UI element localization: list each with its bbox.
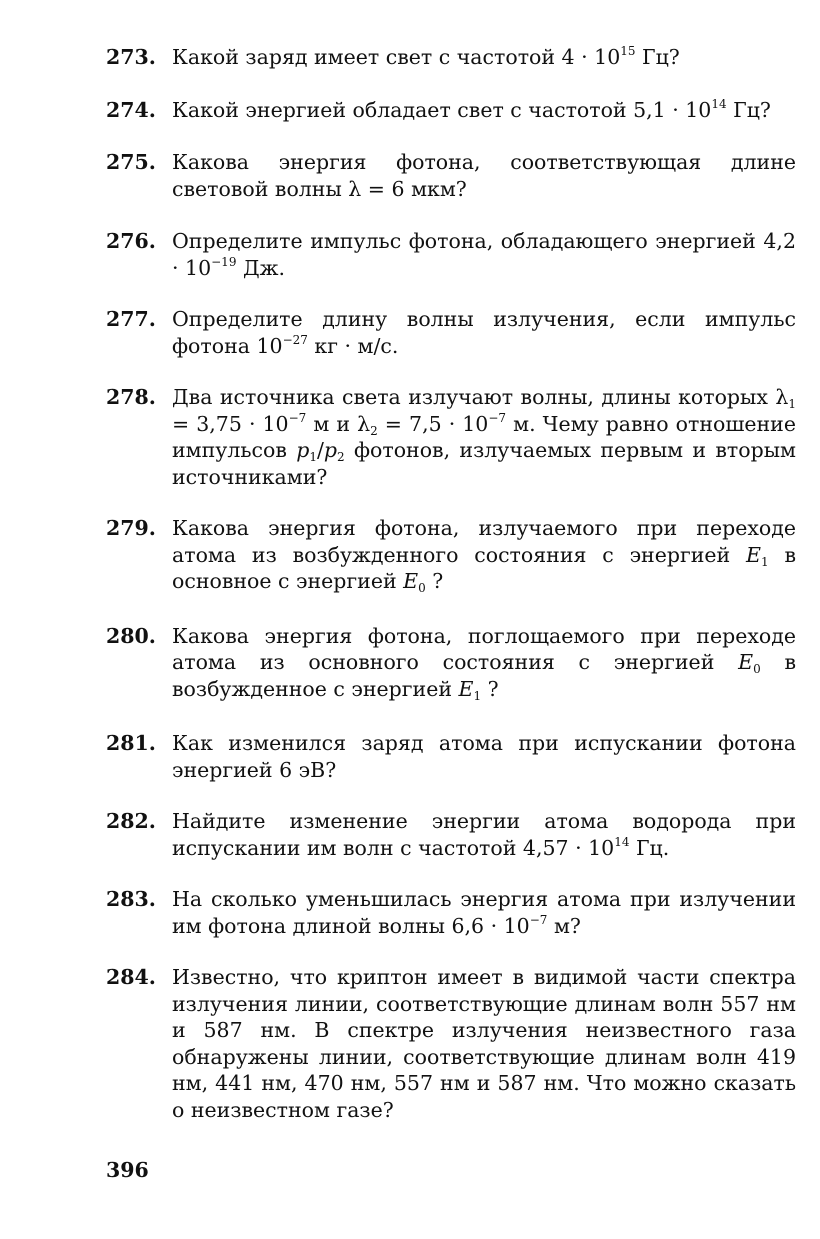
superscript: −19	[211, 254, 237, 269]
superscript: −7	[288, 410, 307, 425]
subscript: 2	[370, 423, 378, 438]
problem-text	[172, 228, 796, 281]
text-segment: Гц?	[726, 97, 771, 122]
problem-text	[172, 808, 796, 861]
math-variable: E	[403, 569, 419, 593]
text-segment: ?	[425, 569, 444, 593]
text-segment: фотонов, излучаемых первым и вторым источниками?	[172, 438, 796, 489]
subscript: 1	[309, 450, 317, 464]
problem-number: 282.	[106, 809, 156, 833]
subscript: 1	[760, 554, 769, 569]
text-segment: Какой энергией обладает свет с частотой 5,1 · 10	[172, 97, 712, 122]
problem-number: 275.	[106, 150, 156, 174]
problem-282	[106, 808, 796, 861]
text-segment: Какова энергия фотона, соответствующая длине световой волны λ = 6 мкм?	[172, 150, 796, 201]
text-segment: Какой заряд имеет свет с частотой 4 · 10	[172, 45, 621, 69]
problem-number: 278.	[106, 385, 156, 409]
problem-number: 284.	[106, 965, 156, 989]
problem-281	[106, 730, 796, 783]
problem-number: 276.	[106, 229, 156, 253]
text-segment: ?	[481, 676, 499, 701]
problem-278	[106, 384, 796, 490]
problem-284	[106, 964, 796, 1123]
problem-number: 273.	[106, 45, 156, 69]
problem-283	[106, 886, 796, 939]
subscript: 2	[337, 450, 345, 464]
problem-number: 281.	[106, 731, 156, 755]
math-variable: E	[458, 676, 474, 701]
math-variable: p	[296, 438, 310, 462]
superscript: 14	[711, 96, 727, 111]
problem-list	[106, 44, 796, 1123]
problem-number: 283.	[106, 887, 156, 911]
problem-number: 274.	[106, 97, 156, 122]
superscript: 15	[620, 44, 636, 58]
problem-number: 279.	[106, 516, 156, 540]
text-segment: Определите импульс фотона, обладающего энергией 4,2 · 10	[172, 229, 796, 280]
problem-text	[172, 515, 796, 595]
problem-277	[106, 306, 796, 359]
text-segment: Два источника света излучают волны, длины которых λ	[172, 385, 789, 409]
problem-275	[106, 149, 796, 202]
problem-text	[172, 886, 796, 939]
text-segment: м?	[547, 913, 581, 938]
problem-text	[172, 964, 796, 1123]
text-segment: Дж.	[236, 255, 286, 280]
text-segment: Какова энергия фотона, излучаемого при переходе атома из возбужденного состояния с энергией	[172, 516, 796, 567]
text-segment: в основное с энергией	[172, 542, 796, 593]
math-variable: p	[323, 438, 338, 462]
subscript: 0	[753, 662, 761, 676]
text-segment: в возбужденное с энергией	[172, 650, 797, 701]
problem-text	[172, 623, 796, 703]
problem-273	[106, 44, 796, 71]
subscript: 1	[788, 397, 796, 411]
problem-number: 277.	[106, 307, 156, 331]
superscript: −27	[282, 332, 308, 347]
text-segment: = 3,75 · 10	[172, 411, 289, 436]
text-segment: На сколько уменьшилась энергия атома при излучении им фотона длиной волны 6,6 · 10	[172, 887, 796, 938]
problem-text	[172, 97, 796, 124]
superscript: −7	[529, 912, 548, 927]
text-segment: Известно, что криптон имеет в видимой части спектра излучения линии, соответствующие длинам волн 557 нм и 587 нм. В спектре излучения неизвестного газа обнаружены линии, соответствующие длинам волн 419 нм, 441 нм, 470 нм, 557 нм и 587 нм. Что можно сказать о неизвестном газе?	[172, 965, 796, 1122]
text-segment: Гц.	[629, 835, 670, 860]
text-segment: м и λ	[306, 411, 371, 436]
text-segment: Гц?	[635, 45, 680, 69]
superscript: −7	[488, 410, 507, 425]
problem-274	[106, 97, 796, 124]
subscript: 0	[418, 581, 426, 595]
problem-text	[172, 149, 796, 202]
text-segment: /	[316, 438, 324, 462]
problem-text	[172, 44, 796, 71]
problem-276	[106, 228, 796, 281]
text-segment: кг · м/с.	[307, 333, 399, 358]
superscript: 14	[614, 834, 630, 849]
text-segment: Какова энергия фотона, поглощаемого при переходе атома из основного состояния с энергией	[172, 623, 796, 674]
problem-text	[172, 730, 796, 783]
subscript: 1	[473, 688, 482, 703]
problem-text	[172, 306, 796, 359]
page-number: 396	[106, 1158, 149, 1182]
problem-number: 280.	[106, 623, 156, 648]
text-segment: м. Чему равно отношение импульсов	[172, 411, 796, 462]
math-variable: E	[738, 650, 754, 674]
math-variable: E	[746, 542, 761, 567]
text-segment: Найдите изменение энергии атома водорода при испускании им волн с частотой 4,57 · 10	[172, 809, 796, 860]
problem-280	[106, 623, 796, 703]
text-segment: Определите длину волны излучения, если импульс фотона 10	[172, 307, 796, 358]
problem-text	[172, 384, 796, 490]
text-segment: = 7,5 · 10	[377, 411, 489, 436]
text-segment: Как изменился заряд атома при испускании фотона энергией 6 эВ?	[172, 731, 796, 782]
problem-279	[106, 515, 796, 595]
